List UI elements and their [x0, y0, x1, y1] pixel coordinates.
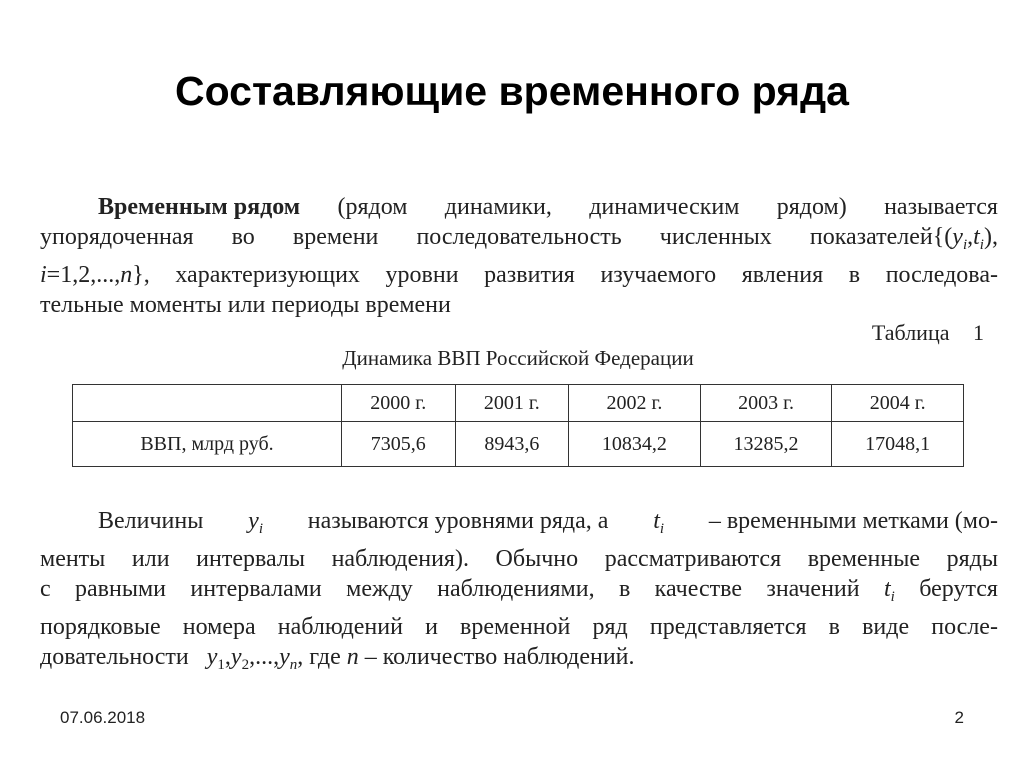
- word: после-: [931, 614, 998, 640]
- word: ряды: [946, 546, 998, 572]
- word: в: [828, 614, 840, 640]
- word: менты: [40, 546, 106, 572]
- word: временной: [460, 614, 571, 640]
- var-y: y: [248, 508, 259, 534]
- sub-2: 2: [241, 657, 250, 673]
- word: интервалами: [190, 576, 322, 602]
- table-label: Таблица 1: [871, 320, 984, 345]
- word: довательности: [40, 644, 189, 670]
- word: характеризующих: [175, 262, 360, 288]
- word: и: [425, 614, 438, 640]
- word: называется: [884, 194, 998, 220]
- sub-1: 1: [217, 657, 225, 673]
- word: уровни: [385, 262, 459, 288]
- word: рассматриваются: [604, 546, 782, 572]
- slide-date: 07.06.2018: [60, 708, 146, 727]
- phrase: называются уровнями ряда, а: [307, 508, 609, 534]
- formula-brace: {(: [932, 224, 953, 250]
- phrase: – количество наблюдений.: [364, 644, 635, 670]
- word: наблюдениями,: [437, 576, 595, 602]
- word: показателей: [809, 224, 933, 250]
- sub-n: n: [289, 657, 298, 673]
- word: динамическим: [589, 194, 740, 220]
- table-cell: 7305,6: [342, 422, 456, 467]
- var-y: y: [279, 644, 290, 670]
- definition-line-4: тельные моменты или периоды времени: [40, 292, 451, 318]
- word: последовательность: [416, 224, 622, 250]
- table-row-label: ВВП, млрд руб.: [73, 422, 342, 467]
- table-header-cell: 2001 г.: [455, 385, 569, 422]
- word: значений: [766, 576, 860, 602]
- word: наблюдения).: [331, 546, 469, 572]
- word: временные: [807, 546, 921, 572]
- phrase: – временными метками (мо-: [708, 508, 998, 534]
- word: численных: [659, 224, 772, 250]
- word: в: [848, 262, 861, 288]
- word: времени: [292, 224, 379, 250]
- word: наблюдений: [277, 614, 403, 640]
- formula-set: [810, 222, 998, 260]
- table-row: [73, 422, 964, 467]
- definition-text: [40, 192, 998, 320]
- explanation-paragraph: [40, 506, 998, 680]
- page-number: 2: [954, 708, 964, 727]
- formula-ti: [653, 506, 664, 544]
- ellipsis: ,...,: [249, 644, 280, 670]
- table-cell: 8943,6: [455, 422, 569, 467]
- var-t: t: [973, 224, 980, 250]
- sub-i: i: [258, 521, 263, 537]
- var-n: n: [346, 644, 359, 670]
- definition-line-1: [40, 192, 998, 222]
- word: порядковые: [40, 614, 161, 640]
- table-cell: 17048,1: [832, 422, 964, 467]
- word: берутся: [919, 576, 998, 602]
- sub-i: i: [979, 237, 984, 253]
- word: или: [131, 546, 170, 572]
- var-n: n: [120, 262, 133, 288]
- word: последова-: [885, 262, 998, 288]
- index-range: =1,2,...,: [46, 262, 121, 288]
- word: в: [618, 576, 631, 602]
- definition-term: Временным рядом: [98, 194, 301, 220]
- word: динамики,: [444, 194, 552, 220]
- word: между: [346, 576, 413, 602]
- comma: ,: [143, 262, 150, 288]
- var-t: t: [884, 576, 891, 602]
- slide-title: Составляющие временного ряда: [175, 68, 849, 114]
- paragraph-line-4: [40, 612, 998, 642]
- paragraph-line-2: [40, 544, 998, 574]
- definition-line-2: [40, 222, 998, 260]
- table-header-row: [73, 385, 964, 422]
- word: развития: [484, 262, 575, 288]
- word: ряд: [592, 614, 628, 640]
- paragraph-line-3: [40, 574, 998, 612]
- word: номера: [182, 614, 256, 640]
- word: изучаемого: [600, 262, 717, 288]
- table-corner-cell: [73, 385, 342, 422]
- word: явления: [741, 262, 824, 288]
- formula-close: ),: [983, 224, 998, 250]
- table-header-cell: 2003 г.: [700, 385, 832, 422]
- word: с: [40, 576, 51, 602]
- paragraph-line-1: [40, 506, 998, 544]
- word: интервалы: [196, 546, 305, 572]
- table-title: Динамика ВВП Российской Федерации: [342, 346, 694, 370]
- formula-index: [40, 260, 150, 290]
- sub-i: i: [962, 237, 968, 253]
- word: виде: [862, 614, 910, 640]
- table-header-cell: 2004 г.: [832, 385, 964, 422]
- word: равными: [75, 576, 167, 602]
- word: представляется: [649, 614, 807, 640]
- formula-ti: [884, 574, 895, 612]
- comma: ,: [967, 224, 974, 250]
- var-i: i: [40, 262, 47, 288]
- sub-i: i: [659, 521, 665, 537]
- formula-yi: [248, 506, 263, 544]
- comma: ,: [224, 644, 231, 670]
- word: упорядоченная: [40, 224, 194, 250]
- word: рядом): [776, 194, 847, 220]
- table-cell: 13285,2: [700, 422, 832, 467]
- table-cell: 10834,2: [569, 422, 701, 467]
- sub-i: i: [890, 589, 895, 605]
- paragraph-line-5: [40, 642, 998, 680]
- word: (рядом: [337, 194, 408, 220]
- word: качестве: [654, 576, 742, 602]
- var-y: y: [206, 644, 218, 670]
- var-y: y: [952, 224, 963, 250]
- var-y: y: [230, 644, 242, 670]
- formula-brace: }: [132, 262, 144, 288]
- var-t: t: [653, 508, 660, 534]
- gdp-table: [72, 384, 964, 467]
- table-header-cell: 2002 г.: [569, 385, 701, 422]
- word: Величины: [98, 508, 204, 534]
- word: во: [231, 224, 255, 250]
- word: , где: [297, 644, 341, 670]
- word: Обычно: [495, 546, 579, 572]
- table-header-cell: 2000 г.: [342, 385, 456, 422]
- definition-line-3: [40, 260, 998, 290]
